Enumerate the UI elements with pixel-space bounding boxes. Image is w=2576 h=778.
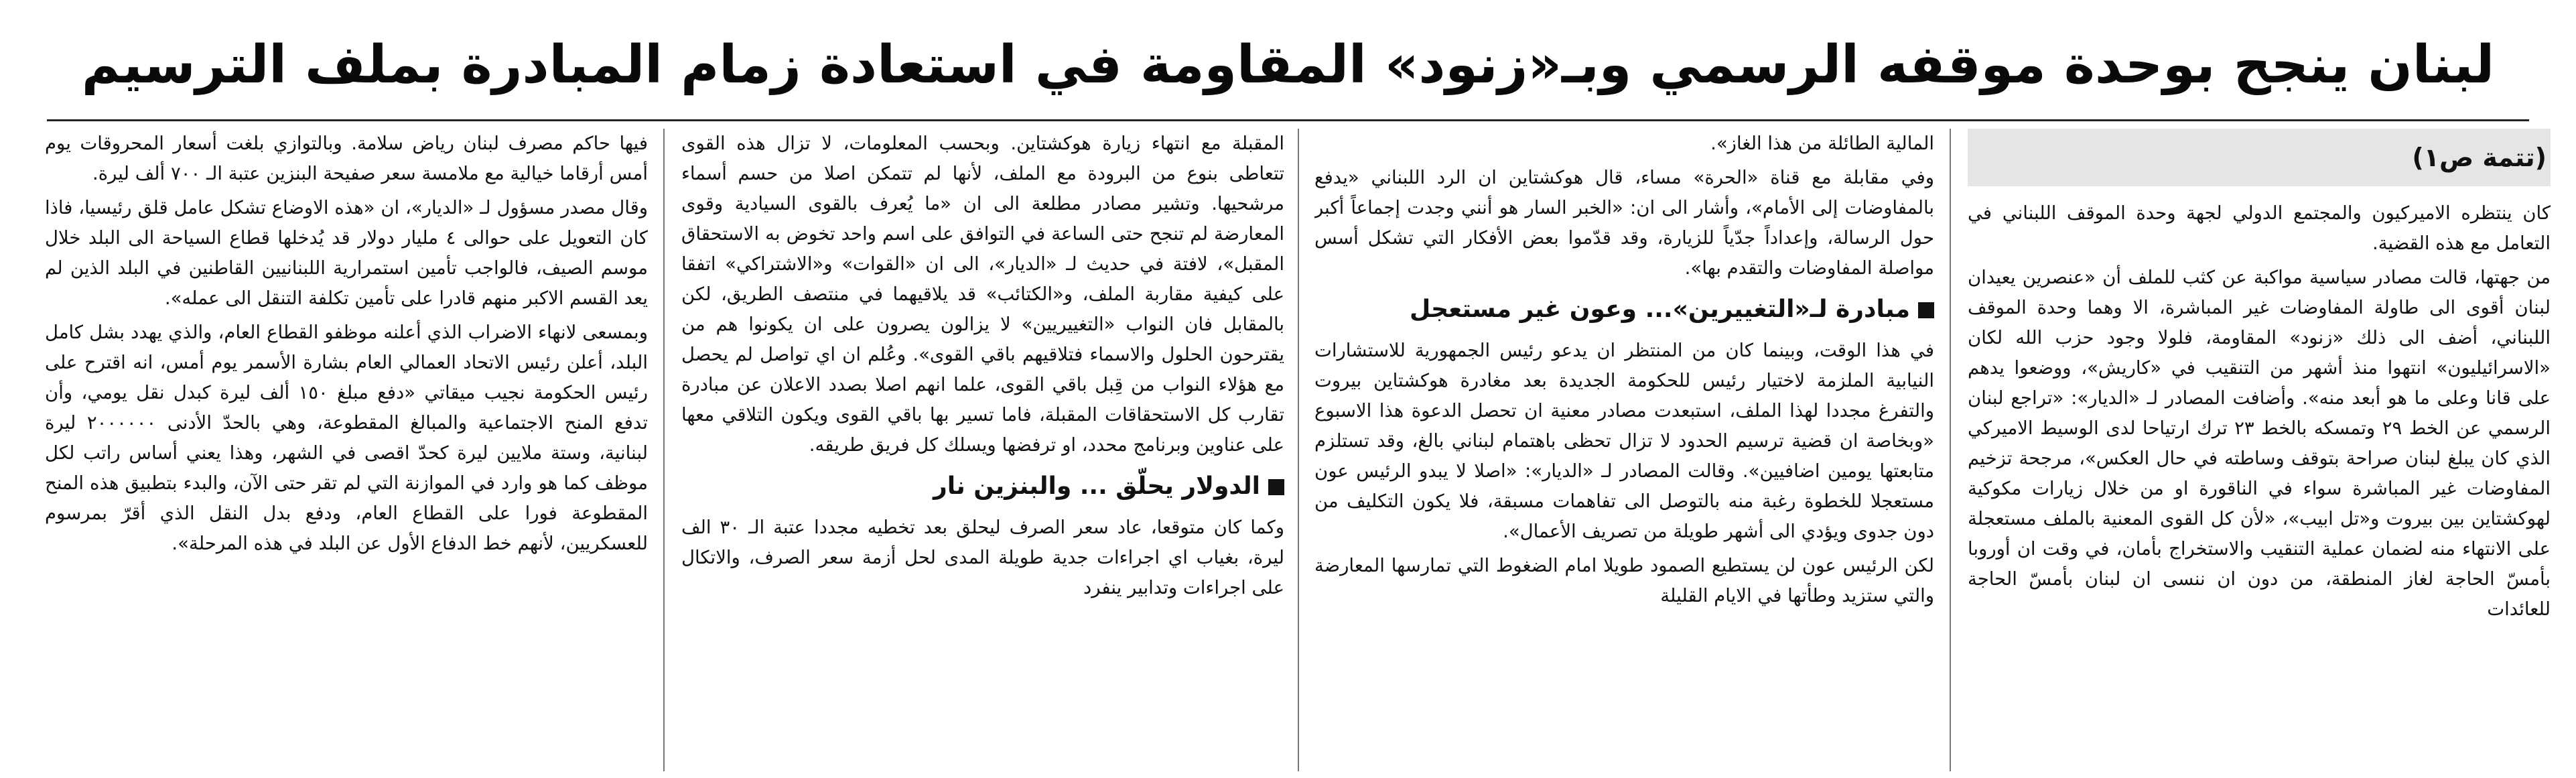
headline-rule bbox=[47, 119, 2529, 121]
paragraph: فيها حاكم مصرف لبنان رياض سلامة. وبالتوازي بلغت أسعار المحروقات يوم أمس أرقاما خيالية مع ملامسة سعر صفيحة البنزين عتبة الـ ٧٠٠ ألف ليرة. bbox=[45, 133, 648, 184]
section-subheading bbox=[681, 470, 1284, 503]
paragraph: في هذا الوقت، وبينما كان من المنتظر ان يدعو رئيس الجمهورية للاستشارات النيابية الملزمة لاختيار رئيس للحكومة الجديدة بعد مغادرة هوكشتاين بيروت والتفرغ مجددا لهذا الملف، استبعدت مصادر معنية ان تحصل الدعوة هذا الاسبوع «وبخاصة ان قضية ترسيم الحدود لا تزال تحظى باهتمام لبناني بالغ، وقد تستلزم متابعتها يومين اضافيين». وقالت المصادر لـ «الديار»: «اصلا لا يبدو الرئيس عون مستعجلا للخطوة رغبة منه بالتوصل الى تفاهمات مسبقة، فلا يكون التكليف من دون جدوى ويؤدي الى أشهر طويلة من تصريف الأعمال». bbox=[1314, 340, 1934, 542]
paragraph: وقال مصدر مسؤول لـ «الديار»، ان «هذه الاوضاع تشكل عامل قلق رئيسيا، فاذا كان التعويل على حوالى ٤ مليار دولار قد يُدخلها قطاع السياحة الى البلد خلال موسم الصيف، فالواجب تأمين استمرارية اللبنانيين القاطنين في البلد الذين لم يعد القسم الاكبر منهم قادرا على تأمين تكلفة التنقل الى عمله». bbox=[45, 197, 648, 309]
paragraph: كان ينتظره الاميركيون والمجتمع الدولي لجهة وحدة الموقف اللبناني في التعامل مع هذه القضية. bbox=[1968, 202, 2551, 254]
square-bullet-icon bbox=[1268, 479, 1284, 495]
paragraph: المالية الطائلة من هذا الغاز». bbox=[1710, 133, 1934, 154]
article-column-1 bbox=[1968, 129, 2551, 774]
square-bullet-icon bbox=[1918, 302, 1934, 318]
paragraph: وبمسعى لانهاء الاضراب الذي أعلنه موظفو القطاع العام، والذي يهدد بشل كامل البلد، أعلن رئيس الاتحاد العمالي العام بشارة الأسمر يوم أمس، انه اقترح على رئيس الحكومة نجيب ميقاتي «دفع مبلغ ١٥٠ ألف ليرة كبدل نقل يومي، وأن تدفع المنح الاجتماعية والمبالغ المقطوعة، وهي بالحدّ الأدنى ٢٠٠٠٠٠٠ ليرة لبنانية، وستة ملايين ليرة كحدّ اقصى في الشهر، وهذا يعني أساس راتب لكل موظف كما هو وارد في الموازنة التي لم تقر حتى الآن، والبدء بتطبيق هذه المنح المقطوعة فورا على القطاع العام، ودفع بدل النقل الذي أقرّ بمرسوم للعسكريين، لأنهم خط الدفاع الأول عن البلد في هذه المرحلة». bbox=[45, 322, 648, 554]
paragraph: من جهتها، قالت مصادر سياسية مواكبة عن كثب للملف أن «عنصرين يعيدان لبنان أقوى الى طاولة المفاوضات غير المباشرة، الا وهما وحدة الموقف اللبناني، أضف الى ذلك «زنود» المقاومة، فلولا وجود حزب الله لكان «الاسرائيليون» انتهوا منذ أشهر من التنقيب في «كاريش»، ووضعوا يدهم على قانا وعلى ما هو أبعد منه». وأضافت المصادر لـ «الديار»: «تراجع لبنان الرسمي عن الخط ٢٩ وتمسكه بالخط ٢٣ ترك ارتياحا لدى الوسيط الاميركي الذي كان يبلغ لبنان صراحة بتوقف وساطته في حال العكس»، مرجحة تزخيم المفاوضات غير المباشرة سواء في الناقورة او من خلال زيارات مكوكية لهوكشتاين بين بيروت و«تل ابيب»، «لأن كل القوى المعنية بالملف مستعجلة على الانتهاء منه لضمان عملية التنقيب والاستخراج بأمان، في وقت ان أوروبا بأمسّ الحاجة لغاز المنطقة، من دون ان ننسى ان لبنان بأمسّ الحاجة للعائدات bbox=[1968, 267, 2551, 620]
column-divider bbox=[663, 129, 665, 771]
article-column-2 bbox=[1314, 129, 1934, 774]
section-subheading bbox=[1314, 293, 1934, 326]
article-column-3 bbox=[681, 129, 1284, 774]
column-divider bbox=[1298, 129, 1299, 771]
subheading-text: مبادرة لـ«التغييرين»... وعون غير مستعجل bbox=[1410, 296, 1910, 323]
paragraph: لكن الرئيس عون لن يستطيع الصمود طويلا امام الضغوط التي تمارسها المعارضة والتي ستزيد وطأتها في الايام القليلة bbox=[1314, 555, 1934, 606]
paragraph: وفي مقابلة مع قناة «الحرة» مساء، قال هوكشتاين ان الرد اللبناني «يدفع بالمفاوضات إلى الأمام»، وأشار الى ان: «الخبر السار هو أنني وجدت إجماعاً أكبر حول الرسالة، وإعداداً جدّياً للزيارة، وقد قدّموا بعض الأفكار التي تشكل أسس مواصلة المفاوضات والتقدم بها». bbox=[1314, 167, 1934, 279]
article-column-4 bbox=[45, 129, 648, 774]
continuation-label: (تتمة ص١) bbox=[2412, 142, 2547, 172]
subheading-text: الدولار يحلّق ... والبنزين نار bbox=[933, 472, 1260, 500]
column-divider bbox=[1950, 129, 1951, 771]
page-headline: لبنان ينجح بوحدة موقفه الرسمي وبـ«زنود» المقاومة في استعادة زمام المبادرة بملف الترسيم bbox=[81, 35, 2495, 95]
paragraph: وكما كان متوقعا، عاد سعر الصرف ليحلق بعد تخطيه مجددا عتبة الـ ٣٠ الف ليرة، بغياب اي اجراءات جدية طويلة المدى لحل أزمة سعر الصرف، والاتكال على اجراءات وتدابير ينفرد bbox=[681, 517, 1284, 598]
continuation-box bbox=[1968, 129, 2551, 186]
paragraph: المقبلة مع انتهاء زيارة هوكشتاين. وبحسب المعلومات، لا تزال هذه القوى تتعاطى بنوع من البرودة مع الملف، لأنها لم تتمكن اصلا من حسم أسماء مرشحيها. وتشير مصادر مطلعة الى ان «ما يُعرف بالقوى السيادية وقوى المعارضة لم تنجح حتى الساعة في التوافق على اسم واحد تخوض به الاستحقاق المقبل»، لافتة في حديث لـ «الديار»، الى ان «القوات» و«الاشتراكي» اتفقا على كيفية مقاربة الملف، و«الكتائب» قد يلاقيهما في منتصف الطريق، لكن بالمقابل فان النواب «التغييريين» لا يزالون يصرون على ان يكونوا هم من يقترحون الحلول والاسماء فتلاقيهم باقي القوى». وعُلم ان اي تواصل لم يحصل مع هؤلاء النواب من قِبل باقي القوى، علما انهم اصلا بصدد الاعلان عن مبادرة تقارب كل الاستحقاقات المقبلة، فاما تسير بها باقي القوى ويكون التلاقي معها على عناوين وبرنامج محدد، او ترفضها ويسلك كل فريق طريقه. bbox=[681, 133, 1284, 456]
